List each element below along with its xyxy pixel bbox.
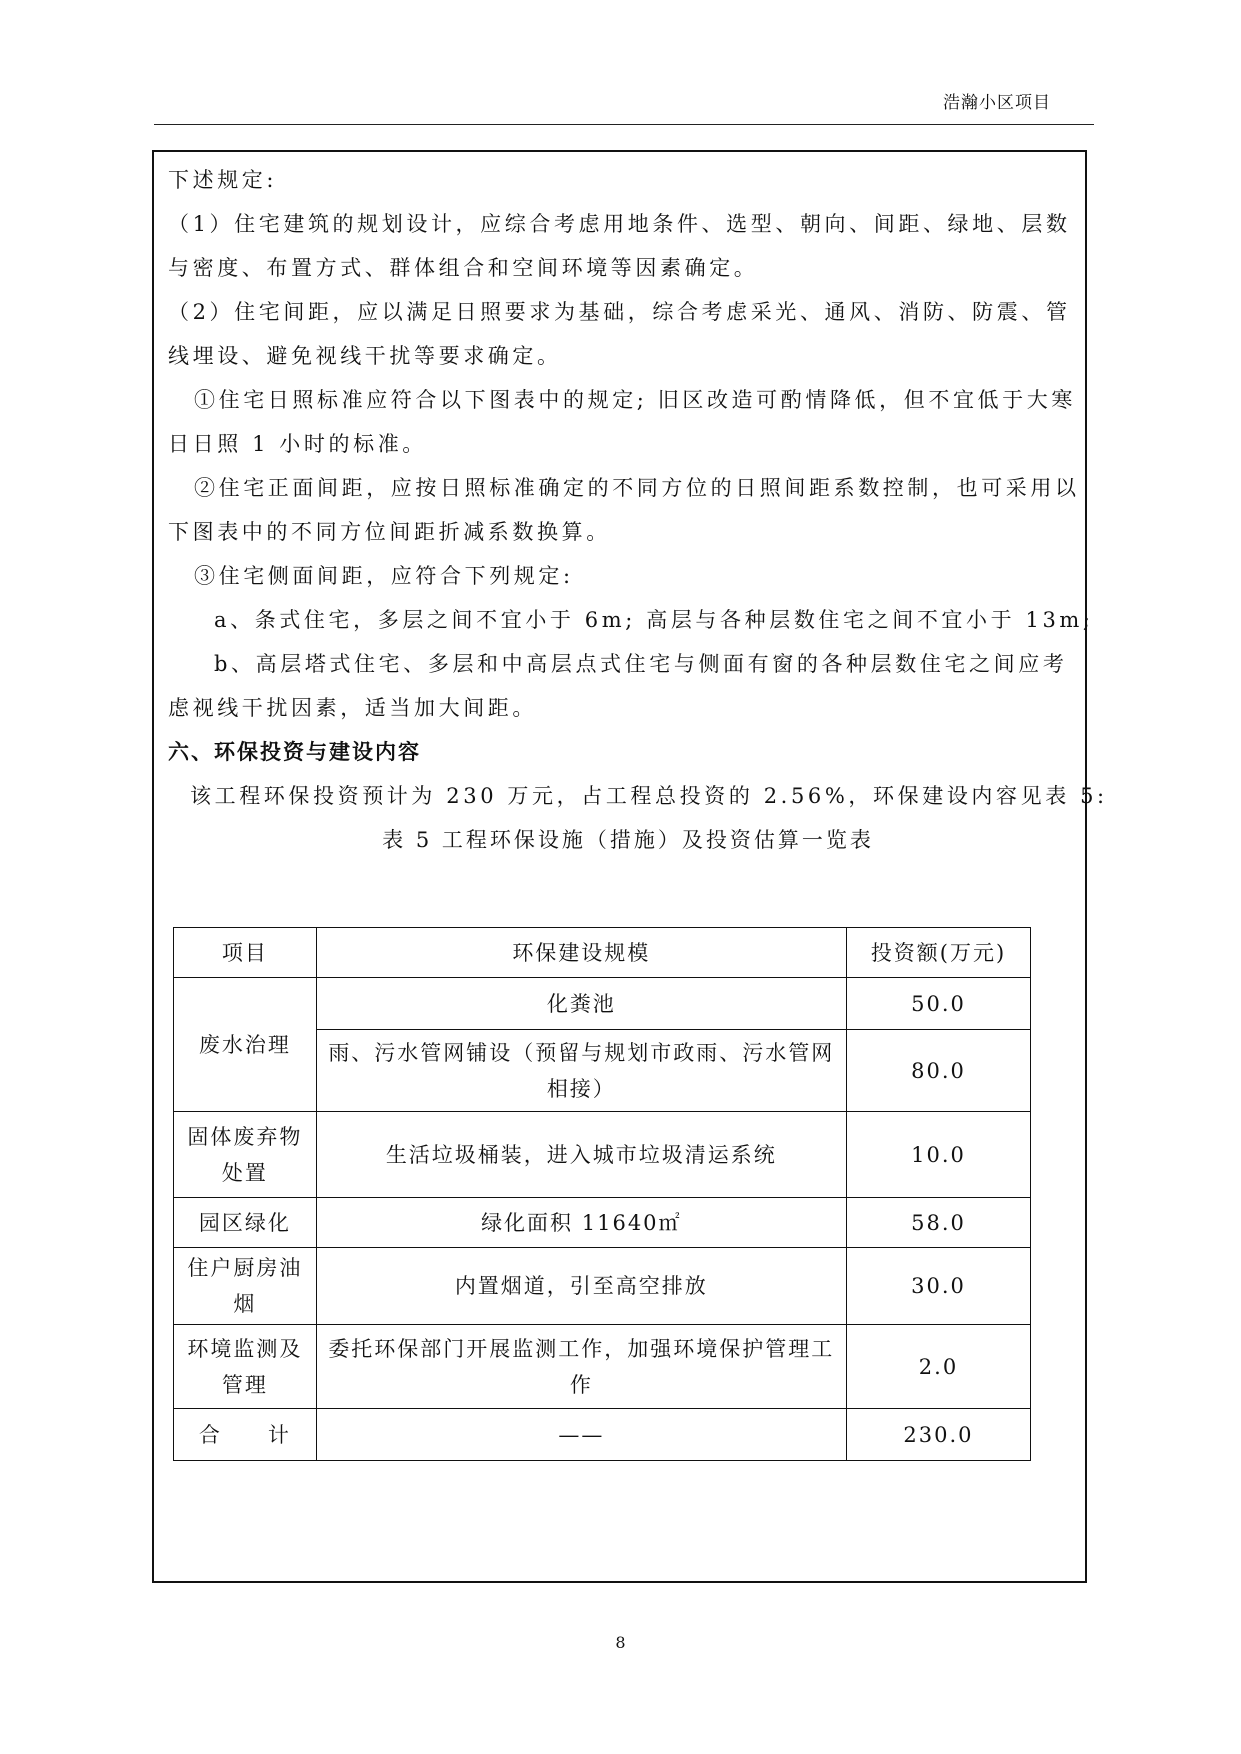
paragraph-line: ③住宅侧面间距，应符合下列规定: [194, 564, 574, 588]
table-row [174, 978, 1031, 1030]
header-cell: 项目 [174, 928, 317, 978]
item-cell: 固体废弃物处置 [174, 1112, 317, 1198]
table-row [174, 1248, 1031, 1325]
amount-cell: 80.0 [846, 1030, 1030, 1112]
paragraph-line: 线埋设、避免视线干扰等要求确定。 [168, 344, 562, 368]
table-total-row [174, 1409, 1031, 1461]
paragraph-line: b、高层塔式住宅、多层和中高层点式住宅与侧面有窗的各种层数住宅之间应考 [214, 652, 1068, 676]
item-cell: 住户厨房油烟 [174, 1248, 317, 1325]
paragraph-line: 与密度、布置方式、群体组合和空间环境等因素确定。 [168, 256, 759, 280]
scale-cell: 绿化面积 11640㎡ [316, 1198, 846, 1248]
amount-cell: 10.0 [846, 1112, 1030, 1198]
item-cell: 废水治理 [174, 978, 317, 1112]
section-heading: 六、环保投资与建设内容 [168, 740, 421, 764]
paragraph-line: ①住宅日照标准应符合以下图表中的规定; 旧区改造可酌情降低，但不宜低于大寒 [194, 388, 1076, 412]
paragraph-line: （1）住宅建筑的规划设计，应综合考虑用地条件、选型、朝向、间距、绿地、层数 [168, 212, 1071, 236]
amount-cell: 50.0 [846, 978, 1030, 1030]
item-cell: 园区绿化 [174, 1198, 317, 1248]
table-row [174, 1325, 1031, 1409]
header-cell: 投资额(万元) [846, 928, 1030, 978]
scale-cell: 雨、污水管网铺设（预留与规划市政雨、污水管网相接） [316, 1030, 846, 1112]
item-cell: 环境监测及管理 [174, 1325, 317, 1409]
table-row [174, 1112, 1031, 1198]
header-rule [154, 124, 1094, 125]
scale-cell: 生活垃圾桶装，进入城市垃圾清运系统 [316, 1112, 846, 1198]
amount-cell: 230.0 [846, 1409, 1030, 1461]
paragraph-line: 虑视线干扰因素，适当加大间距。 [168, 696, 537, 720]
investment-table [173, 927, 1031, 1461]
paragraph-line: 日日照 1 小时的标准。 [168, 432, 427, 456]
item-cell: 合 计 [174, 1409, 317, 1461]
amount-cell: 30.0 [846, 1248, 1030, 1325]
scale-cell: 化粪池 [316, 978, 846, 1030]
paragraph-line: （2）住宅间距，应以满足日照要求为基础，综合考虑采光、通风、消防、防震、管 [168, 300, 1071, 324]
paragraph-line: a、条式住宅，多层之间不宜小于 6m; 高层与各种层数住宅之间不宜小于 13m; [214, 608, 1094, 632]
section-text: 该工程环保投资预计为 230 万元，占工程总投资的 2.56%，环保建设内容见表 5: [190, 784, 1108, 808]
body-text [168, 158, 1108, 862]
paragraph-line: 下述规定: [168, 168, 278, 192]
amount-cell: 58.0 [846, 1198, 1030, 1248]
table-caption: 表 5 工程环保设施（措施）及投资估算一览表 [382, 828, 874, 852]
table-row [174, 1198, 1031, 1248]
header-cell: 环保建设规模 [316, 928, 846, 978]
paragraph-line: ②住宅正面间距，应按日照标准确定的不同方位的日照间距系数控制，也可采用以 [194, 476, 1080, 500]
scale-cell: —— [316, 1409, 846, 1461]
amount-cell: 2.0 [846, 1325, 1030, 1409]
scale-cell: 内置烟道，引至高空排放 [316, 1248, 846, 1325]
document-header: 浩瀚小区项目 [943, 93, 1051, 113]
table-header-row [174, 928, 1031, 978]
scale-cell: 委托环保部门开展监测工作，加强环境保护管理工作 [316, 1325, 846, 1409]
page-number: 8 [615, 1633, 626, 1652]
paragraph-line: 下图表中的不同方位间距折减系数换算。 [168, 520, 611, 544]
